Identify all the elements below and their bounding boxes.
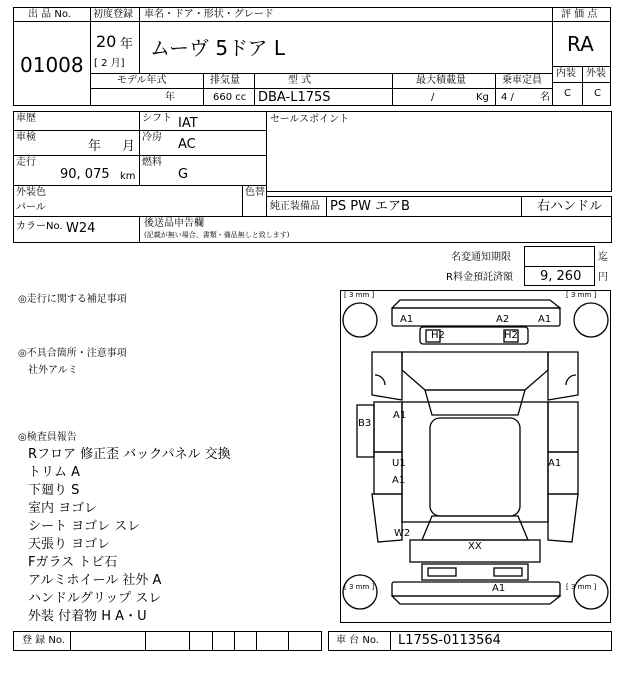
post-report-note: (記載が無い場合、書類・備品無しと致します) — [144, 231, 290, 239]
first-registration-month: [ 2 月] — [94, 58, 125, 69]
mileage-value: 90, 075 — [60, 167, 110, 182]
tire-rear-right-depth: [ 3 mm ] — [566, 583, 597, 591]
color-number-value: W24 — [66, 221, 96, 236]
name-change-label: 名変通知期限 — [451, 252, 511, 263]
inspection-label: 車検 — [16, 132, 36, 143]
capacity-unit: 名 — [540, 92, 550, 103]
damage-mark: A1 — [548, 458, 562, 469]
first-registration-year-unit: 年 — [120, 37, 134, 52]
recycle-fee-value: 9, 260 — [540, 269, 582, 284]
interior-label: 内装 — [556, 68, 576, 79]
damage-mark: B3 — [358, 418, 372, 429]
damage-mark: U1 — [392, 458, 406, 469]
damage-mark: A1 — [393, 410, 407, 421]
inspection-month-unit: 月 — [122, 139, 136, 154]
damage-mark: W2 — [394, 528, 411, 539]
history-label: 車歴 — [16, 113, 36, 124]
sales-point-label: セールスポイント — [270, 114, 350, 125]
type-value: DBA-L175S — [258, 90, 331, 105]
name-change-deadline-box — [524, 246, 595, 267]
damage-mark: A1 — [538, 314, 552, 325]
capacity-label: 乗車定員 — [502, 75, 542, 86]
exterior-color-label: 外装色 — [16, 187, 46, 198]
post-report-label: 後送品申告欄 — [144, 218, 204, 229]
recycle-fee-label: R料金預託済額 — [446, 272, 513, 283]
exterior-color-value: パール — [16, 202, 46, 213]
model-year-label: モデル年式 — [117, 75, 167, 86]
name-change-unit: 迄 — [598, 252, 608, 263]
lot-number-label: 出 品 No. — [28, 9, 71, 20]
capacity-value: 4 / — [501, 92, 514, 103]
evaluation-score: RA — [567, 32, 594, 56]
max-load-value: / — [431, 92, 435, 103]
ac-value: AC — [178, 137, 196, 152]
max-load-label: 最大積載量 — [416, 75, 466, 86]
shift-value: IAT — [178, 116, 198, 131]
type-label: 型 式 — [288, 75, 312, 86]
exterior-label: 外装 — [586, 68, 606, 79]
color-change-label: 色替 — [245, 187, 265, 198]
inspector-item: アルミホイール 社外 A — [28, 573, 162, 588]
tire-rear-left-depth: [ 3 mm ] — [344, 583, 375, 591]
evaluation-label: 評 価 点 — [561, 9, 598, 20]
lot-number: 01008 — [20, 53, 84, 77]
fuel-label: 燃料 — [142, 157, 162, 168]
fuel-value: G — [178, 167, 189, 182]
mileage-label: 走行 — [16, 157, 36, 168]
equipment-value: PS PW エアB — [330, 199, 410, 214]
inspector-report-title: ◎検査員報告 — [18, 432, 77, 443]
car-outline-drawing — [340, 290, 611, 623]
chassis-number-label: 車 台 No. — [336, 635, 379, 646]
inspector-item: 下廻り S — [28, 483, 80, 498]
driving-notes-title: ◎走行に関する補足事項 — [18, 294, 127, 305]
inspector-item: ハンドルグリップ スレ — [28, 591, 162, 606]
first-registration-label: 初度登録 — [93, 9, 133, 20]
ac-label: 冷房 — [142, 132, 162, 143]
tire-front-left-depth: [ 3 mm ] — [344, 291, 375, 299]
damage-mark: A2 — [496, 314, 510, 325]
inspector-item: シート ヨゴレ スレ — [28, 519, 141, 534]
inspector-item: トリム A — [28, 465, 81, 480]
car-name: ムーヴ 5ドア L — [150, 36, 285, 60]
displacement-label: 排気量 — [210, 75, 240, 86]
inspection-year-unit: 年 — [88, 139, 102, 154]
shift-label: シフト — [142, 113, 172, 124]
exterior-color-box — [13, 185, 267, 217]
defects-title: ◎不具合箇所・注意事項 — [18, 348, 127, 359]
displacement-value: 660 cc — [213, 92, 247, 103]
damage-mark: A1 — [400, 314, 414, 325]
inspector-item: 天張り ヨゴレ — [28, 537, 111, 552]
inspector-item: 室内 ヨゴレ — [28, 501, 98, 516]
car-name-label: 車名・ドア・形状・グレード — [144, 9, 274, 20]
equipment-label: 純正装備品 — [270, 201, 320, 212]
vehicle-details — [13, 111, 267, 186]
damage-mark: H2 — [431, 330, 445, 341]
registration-number-label: 登 録 No. — [22, 635, 65, 646]
first-registration-year: 20 — [96, 32, 117, 51]
model-year-unit: 年 — [165, 92, 175, 103]
interior-grade: C — [564, 88, 571, 99]
color-number-box — [13, 216, 612, 243]
defect-item: 社外アルミ — [28, 365, 78, 376]
tire-front-right-depth: [ 3 mm ] — [566, 291, 597, 299]
steering-side: 右ハンドル — [537, 199, 603, 214]
inspector-item: Fガラス トビ石 — [28, 555, 118, 570]
exterior-grade: C — [594, 88, 601, 99]
inspector-item: Rフロア 修正歪 バックパネル 交換 — [28, 447, 231, 462]
damage-mark: XX — [468, 541, 482, 552]
damage-mark: H2 — [504, 330, 518, 341]
mileage-unit: km — [120, 171, 136, 182]
max-load-unit: Kg — [476, 92, 489, 103]
inspector-item: 外装 付着物 H A・U — [28, 609, 147, 624]
color-number-label: カラーNo. — [16, 221, 63, 232]
damage-mark: A1 — [492, 583, 506, 594]
recycle-fee-unit: 円 — [598, 272, 608, 283]
damage-mark: A1 — [392, 475, 406, 486]
chassis-number-value: L175S-0113564 — [398, 633, 501, 648]
